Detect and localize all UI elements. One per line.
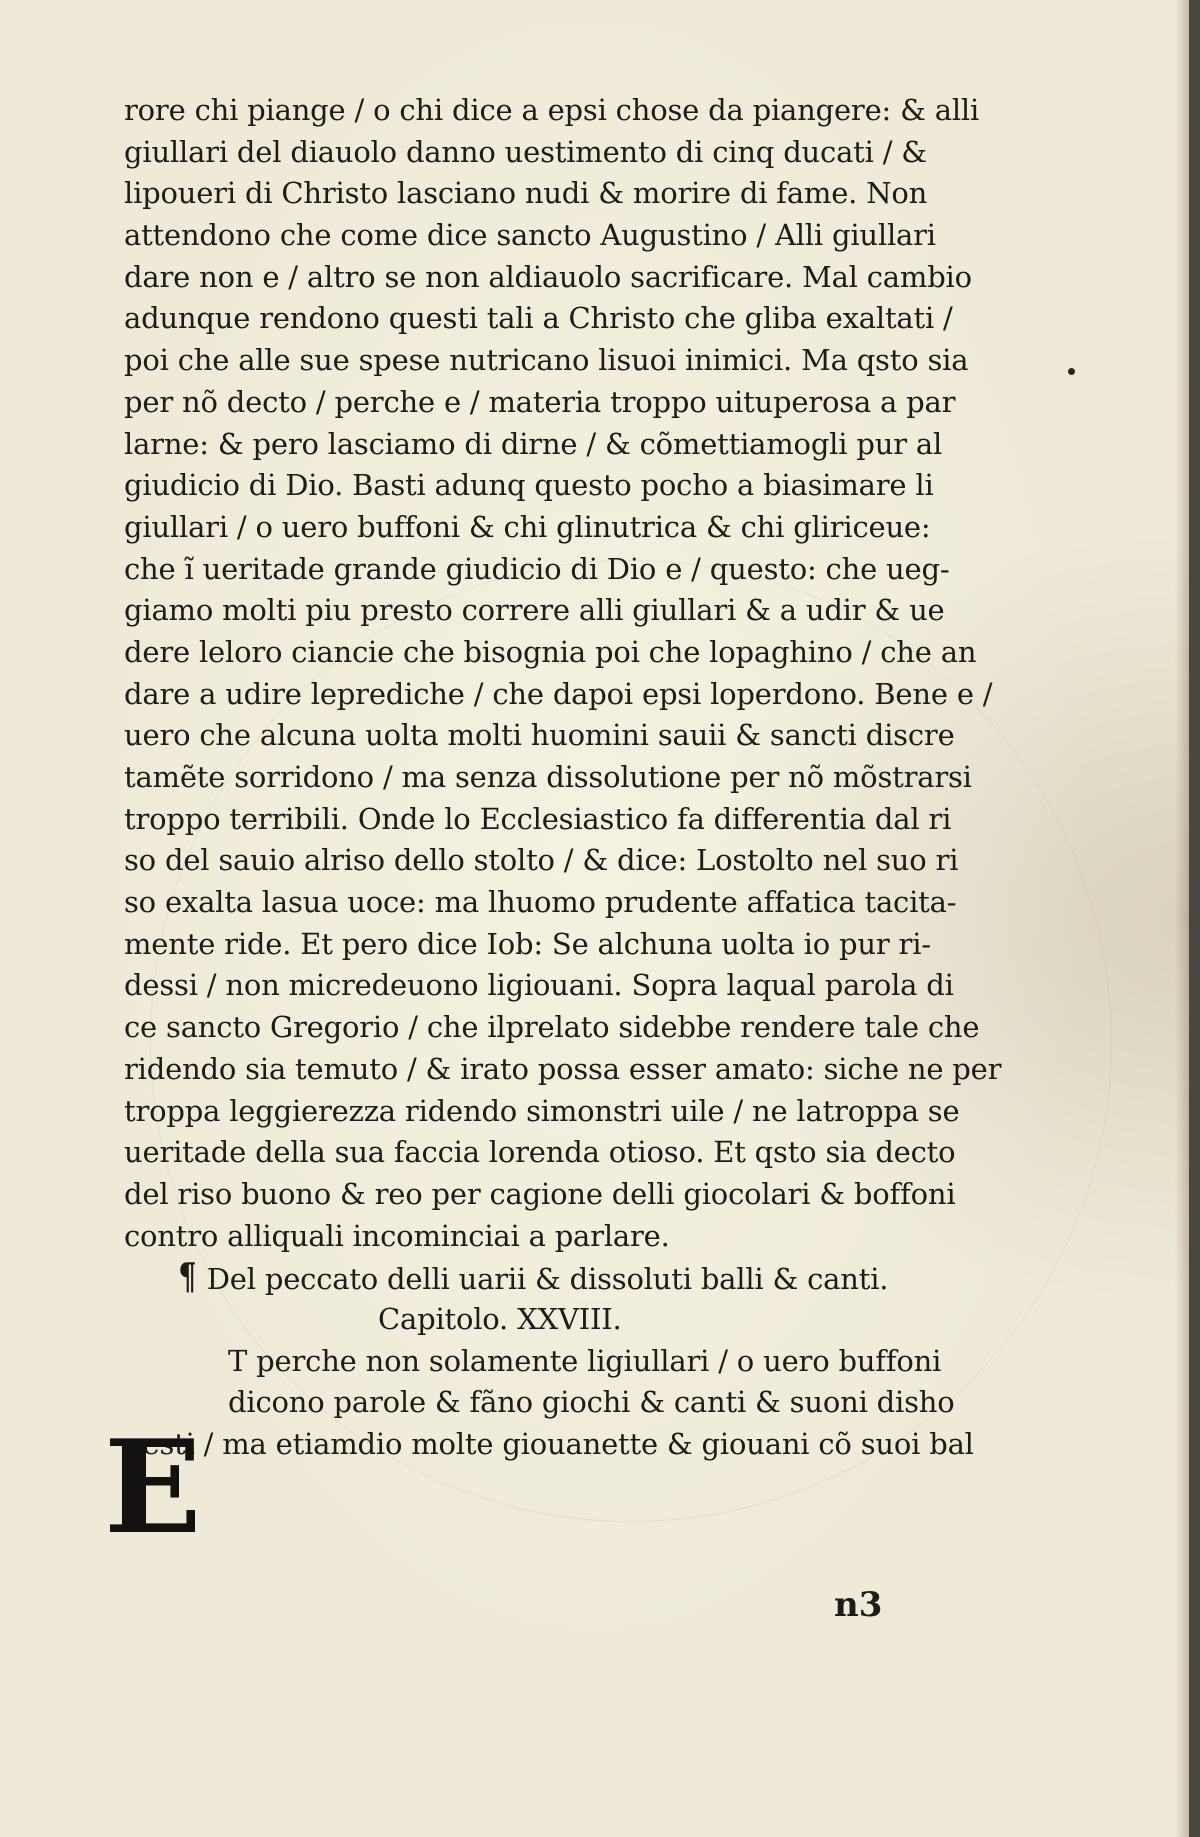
ink-spot <box>1068 368 1075 375</box>
text-line: lipoueri di Christo lasciano nudi & morire di fame. Non <box>124 176 928 211</box>
text-line: giudicio di Dio. Basti adunq questo pocho a biasimare li <box>124 468 934 503</box>
text-line: larne: & pero lasciamo di dirne / & cõmettiamogli pur al <box>124 426 943 461</box>
section-heading <box>124 1257 964 1299</box>
text-line: dessi / non micredeuono ligiouani. Sopra laqual parola di <box>124 968 954 1003</box>
text-line: poi che alle sue spese nutricano lisuoi inimici. Ma qsto sia <box>124 343 969 378</box>
main-text-block <box>124 90 1002 1466</box>
text-line: troppa leggierezza ridendo simonstri uile / ne latroppa se <box>124 1093 960 1128</box>
text-line: dicono parole & fãno giochi & canti & suoni disho <box>228 1385 955 1420</box>
page-edge-shadow <box>1175 0 1189 1837</box>
decorated-initial: E <box>104 1413 202 1563</box>
text-line: giamo molti piu presto correre alli giullari & a udir & ue <box>124 593 945 628</box>
book-spine <box>1189 0 1200 1837</box>
text-line: giullari / o uero buffoni & chi glinutrica & chi gliriceue: <box>124 509 931 544</box>
text-line: so del sauio alriso dello stolto / & dice: Lostolto nel suo ri <box>124 843 959 878</box>
text-line: tamẽte sorridono / ma senza dissolutione per nõ mõstrarsi <box>124 760 972 794</box>
text-line: ridendo sia temuto / & irato possa esser amato: siche ne per <box>124 1051 1002 1086</box>
text-line: T perche non solamente ligiullari / o uero buffoni <box>228 1343 942 1378</box>
text-line: ueritade della sua faccia lorenda otioso. Et qsto sia decto <box>124 1135 956 1170</box>
text-line: ce sancto Gregorio / che ilprelato sidebbe rendere tale che <box>124 1010 980 1045</box>
text-line: per nõ decto / perche e / materia troppo uituperosa a par <box>124 384 956 419</box>
signature-mark: n3 <box>834 1585 883 1625</box>
text-line: uero che alcuna uolta molti huomini sauii & sancti discre <box>124 718 955 753</box>
text-line: rore chi piange / o chi dice a epsi chose da piangere: & alli <box>124 93 980 127</box>
text-line: adunque rendono questi tali a Christo che gliba exaltati / <box>124 301 953 336</box>
text-line: dare a udire leprediche / che dapoi epsi loperdono. Bene e / <box>124 676 993 711</box>
text-line: attendono che come dice sancto Augustino / Alli giullari <box>124 218 936 253</box>
pilcrow-mark: ¶ <box>178 1256 197 1299</box>
chapter-title: Capitolo. XXVIII. <box>378 1301 622 1336</box>
text-line: giullari del diauolo danno uestimento di cinq ducati / & <box>124 134 927 169</box>
text-line: troppo terribili. Onde lo Ecclesiastico fa differentia dal ri <box>124 801 952 836</box>
text-line: mente ride. Et pero dice Iob: Se alchuna uolta io pur ri- <box>124 926 931 961</box>
text-line: so exalta lasua uoce: ma lhuomo prudente affatica tacita- <box>124 885 957 920</box>
section-heading-text: Del peccato delli uarii & dissoluti balli & canti. <box>206 1262 889 1297</box>
text-line: dere leloro ciancie che bisognia poi che lopaghino / che an <box>124 634 977 669</box>
text-line: dare non e / altro se non aldiauolo sacrificare. Mal cambio <box>124 259 972 294</box>
text-line: che ĩ ueritade grande giudicio di Dio e / questo: che ueg- <box>124 551 950 586</box>
text-line: nesti / ma etiamdio molte giouanette & giouani cõ suoi bal <box>124 1427 974 1461</box>
text-line: del riso buono & reo per cagione delli giocolari & boffoni <box>124 1176 956 1211</box>
text-line: contro alliquali incominciai a parlare. <box>124 1218 670 1253</box>
